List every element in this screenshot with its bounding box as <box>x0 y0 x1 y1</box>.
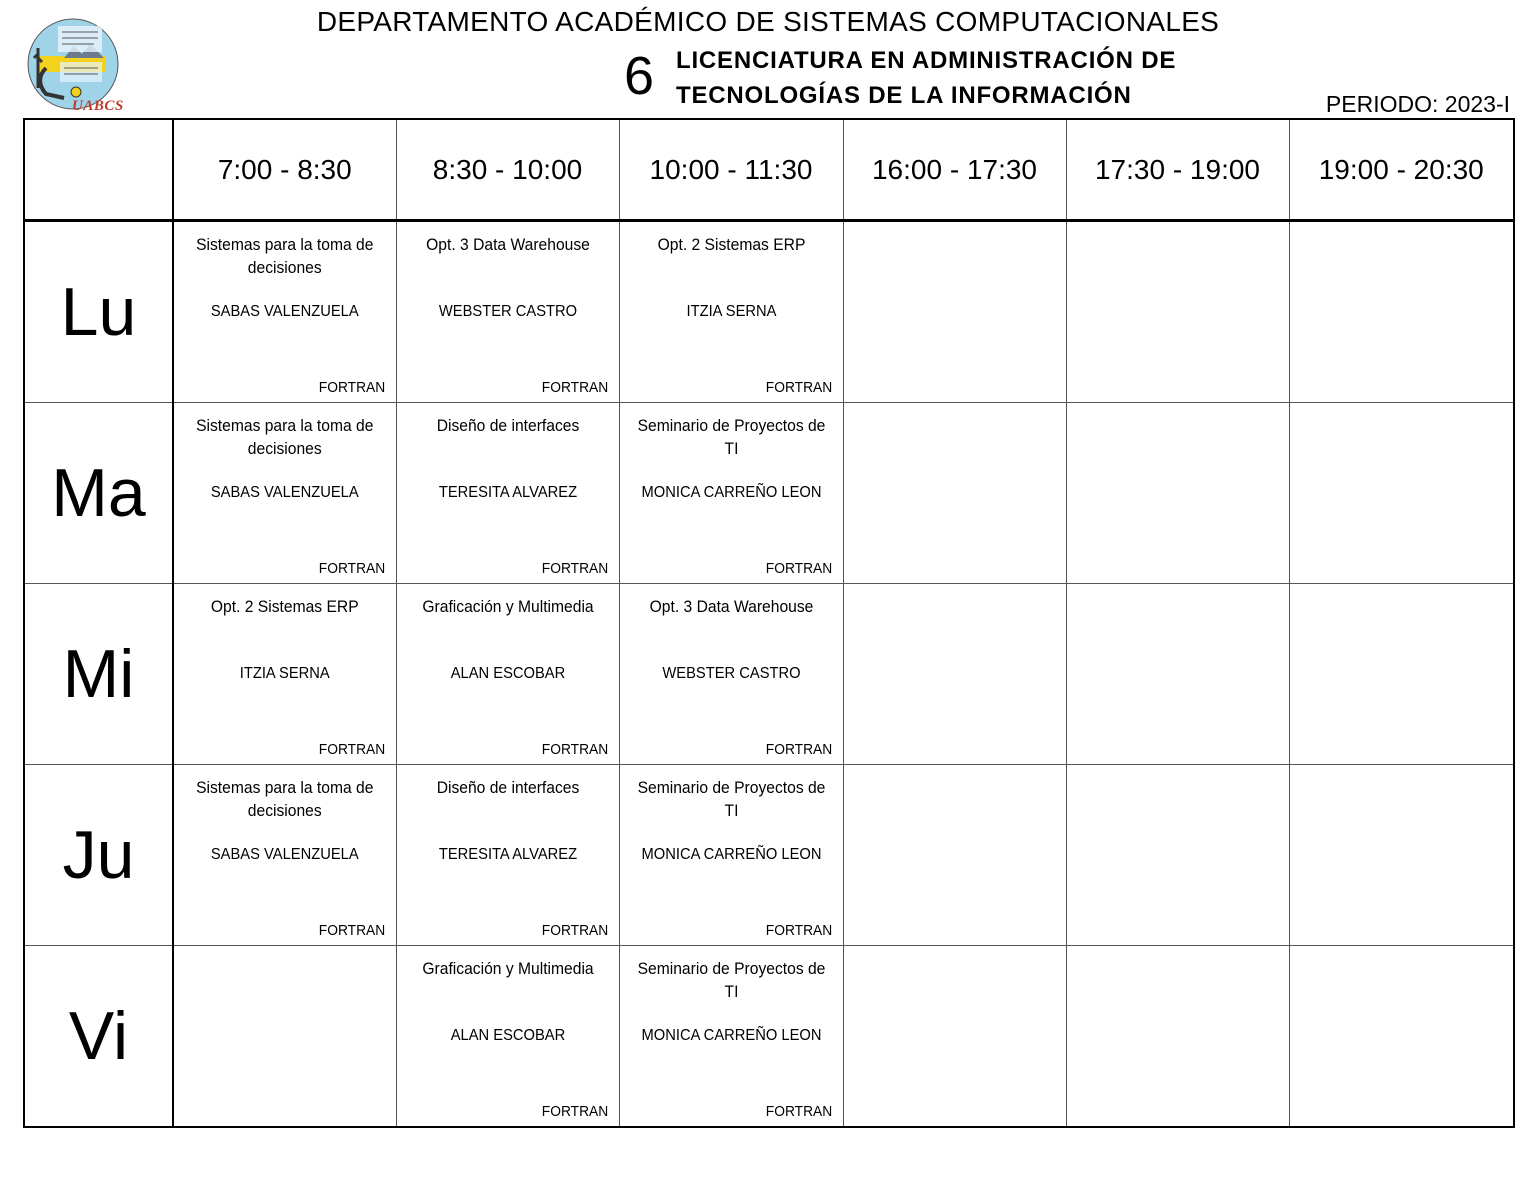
day-label: Vi <box>24 946 173 1128</box>
course-name: Graficación y Multimedia <box>421 959 594 978</box>
class-slot-content <box>1067 765 1289 945</box>
day-label: Ma <box>24 403 173 584</box>
class-slot-content <box>397 946 619 1126</box>
class-slot <box>1066 765 1289 946</box>
teacher-name: ALAN ESCOBAR <box>450 1027 565 1044</box>
course-name: Sistemas para la toma de decisiones <box>196 778 374 820</box>
class-slot <box>843 584 1066 765</box>
class-slot-content <box>620 584 843 764</box>
day-row-ju <box>24 765 1514 946</box>
class-slot-content <box>1067 403 1289 583</box>
time-header-row <box>24 119 1514 221</box>
teacher-name: MONICA CARREÑO LEON <box>641 1027 821 1044</box>
class-slot <box>396 765 619 946</box>
class-slot-content <box>397 765 619 945</box>
class-slot-content <box>174 946 396 1126</box>
time-slot-header: 17:30 - 19:00 <box>1066 119 1289 221</box>
room-name: FORTRAN <box>542 1103 609 1120</box>
day-label: Ju <box>24 765 173 946</box>
class-slot-content <box>397 403 619 583</box>
teacher-name: TERESITA ALVAREZ <box>438 484 577 501</box>
day-row-lu <box>24 221 1514 403</box>
period-label: PERIODO: 2023-I <box>1325 91 1510 117</box>
teacher-name: MONICA CARREÑO LEON <box>641 484 821 501</box>
logo-wordmark: UABCS <box>72 98 124 114</box>
class-slot-content <box>1290 584 1514 764</box>
teacher-name: SABAS VALENZUELA <box>210 846 359 863</box>
class-slot <box>1289 403 1514 584</box>
course-name: Opt. 3 Data Warehouse <box>649 597 813 616</box>
class-slot-content <box>844 765 1066 945</box>
course-name: Graficación y Multimedia <box>421 597 594 616</box>
class-slot <box>843 765 1066 946</box>
room-name: FORTRAN <box>766 379 833 396</box>
room-name: FORTRAN <box>319 560 386 577</box>
class-slot <box>843 403 1066 584</box>
room-name: FORTRAN <box>319 741 386 758</box>
department-title: DEPARTAMENTO ACADÉMICO DE SISTEMAS COMPUTACIONALES <box>316 6 1220 37</box>
class-slot <box>1289 221 1514 403</box>
class-slot <box>619 946 843 1128</box>
class-slot-content <box>1067 222 1289 402</box>
class-slot-content <box>1067 584 1289 764</box>
class-slot-content <box>397 584 619 764</box>
class-slot <box>619 221 843 403</box>
day-row-mi <box>24 584 1514 765</box>
class-slot <box>1289 946 1514 1128</box>
corner-cell <box>24 119 173 221</box>
class-slot-content <box>620 403 843 583</box>
program-title-line-1: LICENCIATURA EN ADMINISTRACIÓN DE <box>676 47 1177 74</box>
teacher-name: MONICA CARREÑO LEON <box>641 846 821 863</box>
class-slot <box>619 584 843 765</box>
day-row-vi <box>24 946 1514 1128</box>
room-name: FORTRAN <box>319 922 386 939</box>
room-name: FORTRAN <box>542 922 609 939</box>
class-slot <box>1066 946 1289 1128</box>
course-name: Diseño de interfaces <box>436 778 579 797</box>
course-name: Opt. 3 Data Warehouse <box>425 235 590 254</box>
class-slot <box>619 403 843 584</box>
time-slot-header: 19:00 - 20:30 <box>1289 119 1514 221</box>
room-name: FORTRAN <box>542 560 609 577</box>
teacher-name: ITZIA SERNA <box>239 665 330 682</box>
class-slot-content <box>1290 403 1514 583</box>
teacher-name: SABAS VALENZUELA <box>210 484 359 501</box>
teacher-name: WEBSTER CASTRO <box>438 303 577 320</box>
course-name: Seminario de Proyectos de TI <box>637 778 825 820</box>
class-slot <box>396 946 619 1128</box>
room-name: FORTRAN <box>766 560 833 577</box>
course-name: Sistemas para la toma de decisiones <box>196 416 374 458</box>
teacher-name: TERESITA ALVAREZ <box>438 846 577 863</box>
class-slot-content <box>844 584 1066 764</box>
class-slot <box>1066 584 1289 765</box>
day-row-ma <box>24 403 1514 584</box>
room-name: FORTRAN <box>766 1103 833 1120</box>
class-slot <box>1066 403 1289 584</box>
class-slot-content <box>844 946 1066 1126</box>
class-slot-content <box>1067 946 1289 1126</box>
class-slot <box>173 403 396 584</box>
time-slot-header: 16:00 - 17:30 <box>843 119 1066 221</box>
class-slot <box>173 584 396 765</box>
time-slot-header: 7:00 - 8:30 <box>173 119 396 221</box>
class-slot <box>396 403 619 584</box>
teacher-name: WEBSTER CASTRO <box>661 665 801 682</box>
class-slot <box>619 765 843 946</box>
class-slot <box>1289 765 1514 946</box>
class-slot-content <box>174 765 396 945</box>
day-label: Lu <box>24 221 173 403</box>
program-title-line-2: TECNOLOGÍAS DE LA INFORMACIÓN <box>676 82 1132 109</box>
room-name: FORTRAN <box>766 922 833 939</box>
class-slot-content <box>620 946 843 1126</box>
class-slot-content <box>174 403 396 583</box>
course-name: Seminario de Proyectos de TI <box>637 416 825 458</box>
class-slot <box>396 221 619 403</box>
time-slot-header: 8:30 - 10:00 <box>396 119 619 221</box>
class-slot-content <box>1290 222 1514 402</box>
class-slot-content <box>620 765 843 945</box>
class-slot-content <box>174 222 396 402</box>
class-slot-content <box>1290 946 1514 1126</box>
class-slot-content <box>620 222 843 402</box>
teacher-name: ALAN ESCOBAR <box>450 665 565 682</box>
class-slot-content <box>1290 765 1514 945</box>
semester-number: 6 <box>624 46 655 106</box>
class-slot <box>843 221 1066 403</box>
class-slot <box>173 221 396 403</box>
class-slot-content <box>174 584 396 764</box>
day-label: Mi <box>24 584 173 765</box>
class-slot-content <box>844 222 1066 402</box>
class-slot <box>1066 221 1289 403</box>
class-slot <box>173 946 396 1128</box>
class-slot <box>396 584 619 765</box>
class-slot <box>843 946 1066 1128</box>
class-slot <box>173 765 396 946</box>
teacher-name: SABAS VALENZUELA <box>210 303 359 320</box>
class-slot <box>1289 584 1514 765</box>
class-slot-content <box>397 222 619 402</box>
course-name: Diseño de interfaces <box>436 416 579 435</box>
course-name: Sistemas para la toma de decisiones <box>196 235 374 277</box>
course-name: Seminario de Proyectos de TI <box>637 959 825 1001</box>
room-name: FORTRAN <box>542 741 609 758</box>
course-name: Opt. 2 Sistemas ERP <box>210 597 359 616</box>
teacher-name: ITZIA SERNA <box>686 303 776 320</box>
schedule-table <box>23 118 1515 1128</box>
room-name: FORTRAN <box>766 741 833 758</box>
class-slot-content <box>844 403 1066 583</box>
course-name: Opt. 2 Sistemas ERP <box>657 235 805 254</box>
time-slot-header: 10:00 - 11:30 <box>619 119 843 221</box>
room-name: FORTRAN <box>542 379 609 396</box>
room-name: FORTRAN <box>319 379 386 396</box>
